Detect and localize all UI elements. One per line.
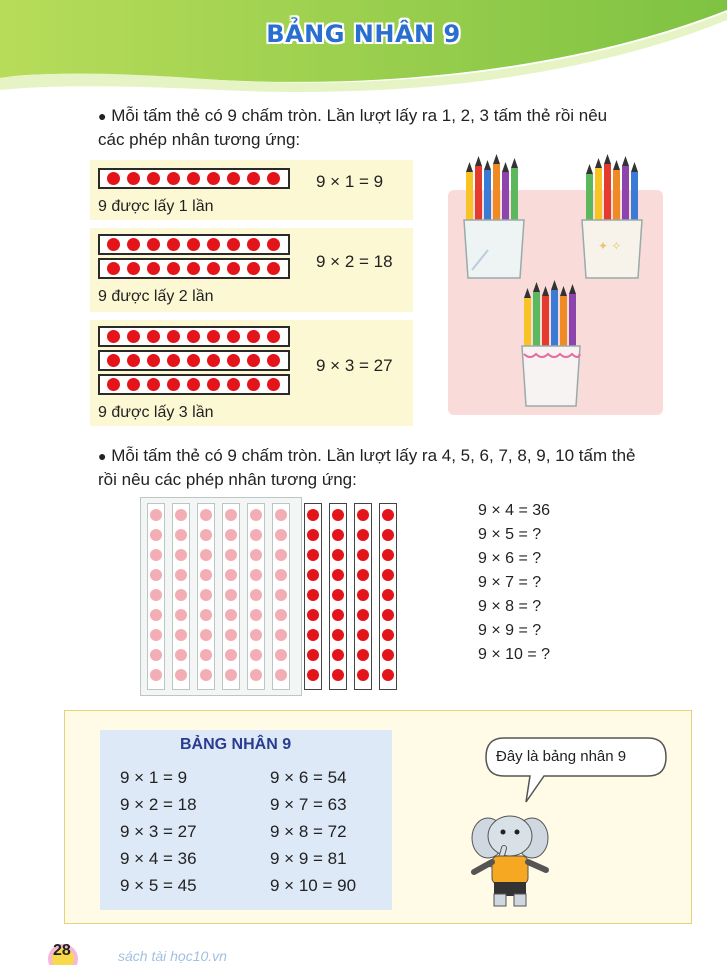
red-dot — [227, 378, 240, 391]
caption-row1: 9 được lấy 1 lần — [98, 198, 214, 215]
red-dot — [247, 238, 260, 251]
highlighted-dot-card — [379, 503, 397, 690]
dot — [275, 549, 287, 561]
dot — [357, 589, 369, 601]
red-dot — [187, 378, 200, 391]
pencil-cups-illustration — [448, 150, 663, 415]
red-dot — [207, 378, 220, 391]
red-dot — [147, 172, 160, 185]
red-dot — [227, 262, 240, 275]
table-cell: 9 × 6 = 54 — [270, 768, 347, 787]
dot — [250, 629, 262, 641]
faded-dot-card — [172, 503, 190, 690]
dot — [357, 629, 369, 641]
dot — [150, 549, 162, 561]
red-dot — [107, 262, 120, 275]
table-cell: 9 × 2 = 18 — [120, 795, 197, 814]
dot — [382, 589, 394, 601]
dot — [150, 629, 162, 641]
dot — [332, 509, 344, 521]
faded-dot-card — [197, 503, 215, 690]
dot — [275, 629, 287, 641]
dot — [225, 669, 237, 681]
dot-card — [98, 258, 290, 279]
dot — [332, 669, 344, 681]
table-cell: 9 × 7 = 63 — [270, 795, 347, 814]
dot — [382, 549, 394, 561]
dot — [275, 529, 287, 541]
dot — [250, 549, 262, 561]
dot — [250, 509, 262, 521]
table-cell: 9 × 10 = 90 — [270, 876, 357, 895]
table-cell: 9 × 5 = 45 — [120, 876, 197, 895]
red-dot — [247, 262, 260, 275]
dot — [250, 649, 262, 661]
red-dot — [267, 378, 280, 391]
red-dot — [267, 354, 280, 367]
instruction-2-line2: rồi nêu các phép nhân tương ứng: — [98, 470, 357, 489]
table-cell: 9 × 1 = 9 — [120, 768, 188, 787]
equation-line: 9 × 8 = ? — [478, 598, 542, 615]
dot — [200, 609, 212, 621]
red-dot — [127, 354, 140, 367]
red-dot — [227, 330, 240, 343]
red-dot — [187, 262, 200, 275]
footer-watermark: sách tài học10.vn — [118, 948, 227, 964]
red-dot — [167, 330, 180, 343]
dot — [225, 629, 237, 641]
red-dot — [147, 378, 160, 391]
dot — [332, 549, 344, 561]
dot — [382, 509, 394, 521]
dot — [175, 529, 187, 541]
equation-row3: 9 × 3 = 27 — [316, 356, 393, 375]
red-dot — [187, 354, 200, 367]
table-title: BẢNG NHÂN 9 — [180, 736, 292, 753]
red-dot — [107, 330, 120, 343]
red-dot — [267, 172, 280, 185]
dot-card — [98, 374, 290, 395]
instruction-2-line1: Mỗi tấm thẻ có 9 chấm tròn. Lần lượt lấy ra 4, 5, 6, 7, 8, 9, 10 tấm thẻ — [111, 446, 636, 465]
bullet-icon: ● — [98, 448, 107, 464]
speech-bubble-text: Đây là bảng nhân 9 — [496, 748, 627, 765]
dot — [200, 589, 212, 601]
red-dot — [187, 330, 200, 343]
dot — [332, 569, 344, 581]
red-dot — [187, 172, 200, 185]
dot — [225, 589, 237, 601]
red-dot — [187, 238, 200, 251]
dot-card — [98, 326, 290, 347]
red-dot — [247, 172, 260, 185]
equation-line: 9 × 7 = ? — [478, 574, 542, 591]
dot — [225, 549, 237, 561]
red-dot — [167, 354, 180, 367]
dot — [357, 609, 369, 621]
faded-dot-card — [147, 503, 165, 690]
dot — [275, 669, 287, 681]
page-title: BẢNG NHÂN 9 — [266, 20, 461, 48]
red-dot — [107, 172, 120, 185]
dot — [250, 609, 262, 621]
dot-card — [98, 168, 290, 189]
dot — [200, 629, 212, 641]
header-banner — [0, 0, 727, 110]
dot — [275, 569, 287, 581]
dot-card — [98, 234, 290, 255]
dot — [307, 589, 319, 601]
dot — [307, 669, 319, 681]
dot — [332, 649, 344, 661]
faded-dot-card — [272, 503, 290, 690]
dot — [382, 609, 394, 621]
highlighted-dot-card — [304, 503, 322, 690]
highlighted-dot-card — [354, 503, 372, 690]
red-dot — [227, 172, 240, 185]
dot — [225, 509, 237, 521]
red-dot — [167, 172, 180, 185]
dot — [307, 529, 319, 541]
red-dot — [167, 262, 180, 275]
dot — [307, 509, 319, 521]
highlighted-dot-card — [329, 503, 347, 690]
red-dot — [127, 262, 140, 275]
pencil-cup-icon — [464, 154, 524, 278]
dot — [275, 609, 287, 621]
dot — [357, 669, 369, 681]
dot — [150, 669, 162, 681]
dot — [200, 649, 212, 661]
equation-line: 9 × 10 = ? — [478, 646, 551, 663]
dot — [357, 549, 369, 561]
elephant-icon — [460, 800, 560, 910]
red-dot — [227, 354, 240, 367]
dot — [225, 569, 237, 581]
pencil-cup-icon — [522, 280, 580, 406]
dot — [382, 529, 394, 541]
red-dot — [227, 238, 240, 251]
dot — [175, 649, 187, 661]
red-dot — [267, 238, 280, 251]
dot — [357, 649, 369, 661]
bullet-icon: ● — [98, 108, 107, 124]
pencil-cup-icon — [582, 154, 642, 278]
dot — [200, 509, 212, 521]
dot — [200, 549, 212, 561]
dot — [175, 509, 187, 521]
dot — [175, 629, 187, 641]
dot — [200, 669, 212, 681]
dot — [175, 609, 187, 621]
red-dot — [147, 330, 160, 343]
red-dot — [127, 172, 140, 185]
red-dot — [247, 378, 260, 391]
dot — [307, 629, 319, 641]
equation-row2: 9 × 2 = 18 — [316, 252, 393, 271]
red-dot — [267, 262, 280, 275]
dot — [307, 549, 319, 561]
red-dot — [127, 330, 140, 343]
instruction-2 — [98, 444, 698, 492]
dot — [332, 609, 344, 621]
dot — [150, 529, 162, 541]
speech-bubble — [484, 736, 668, 806]
dot — [225, 609, 237, 621]
red-dot — [207, 330, 220, 343]
dot — [332, 629, 344, 641]
dot-card — [98, 350, 290, 371]
dot — [357, 569, 369, 581]
dot — [275, 589, 287, 601]
red-dot — [267, 330, 280, 343]
dot — [150, 509, 162, 521]
red-dot — [207, 354, 220, 367]
page-number: 28 — [53, 942, 71, 959]
dot — [382, 669, 394, 681]
dot — [250, 529, 262, 541]
equation-line: 9 × 5 = ? — [478, 526, 542, 543]
dot — [175, 669, 187, 681]
instruction-1-line1: Mỗi tấm thẻ có 9 chấm tròn. Lần lượt lấy ra 1, 2, 3 tấm thẻ rồi nêu — [111, 106, 608, 125]
dot — [150, 569, 162, 581]
dot — [307, 569, 319, 581]
dot — [332, 589, 344, 601]
dot — [200, 569, 212, 581]
red-dot — [107, 238, 120, 251]
dot — [250, 589, 262, 601]
dot — [307, 649, 319, 661]
red-dot — [247, 354, 260, 367]
faded-dot-card — [222, 503, 240, 690]
caption-row2: 9 được lấy 2 lần — [98, 288, 214, 305]
table-cell: 9 × 9 = 81 — [270, 849, 347, 868]
red-dot — [127, 378, 140, 391]
dot — [225, 649, 237, 661]
svg-text:✦ ✧: ✦ ✧ — [598, 239, 622, 253]
dot — [150, 589, 162, 601]
red-dot — [127, 238, 140, 251]
red-dot — [167, 238, 180, 251]
red-dot — [147, 238, 160, 251]
dot — [332, 529, 344, 541]
dot — [250, 569, 262, 581]
dot — [275, 509, 287, 521]
dot — [175, 549, 187, 561]
red-dot — [147, 262, 160, 275]
red-dot — [207, 172, 220, 185]
dot — [250, 669, 262, 681]
red-dot — [107, 354, 120, 367]
dot — [175, 589, 187, 601]
table-cell: 9 × 8 = 72 — [270, 822, 347, 841]
equation-line: 9 × 9 = ? — [478, 622, 542, 639]
red-dot — [167, 378, 180, 391]
dot — [382, 569, 394, 581]
equation-line: 9 × 6 = ? — [478, 550, 542, 567]
table-cell: 9 × 4 = 36 — [120, 849, 197, 868]
dot — [175, 569, 187, 581]
dot — [150, 609, 162, 621]
dot — [307, 609, 319, 621]
instruction-1-line2: các phép nhân tương ứng: — [98, 130, 301, 149]
caption-row3: 9 được lấy 3 lần — [98, 404, 214, 421]
dot — [150, 649, 162, 661]
dot — [357, 529, 369, 541]
red-dot — [207, 238, 220, 251]
dot — [200, 529, 212, 541]
equation-line: 9 × 4 = 36 — [478, 502, 551, 519]
red-dot — [107, 378, 120, 391]
red-dot — [207, 262, 220, 275]
instruction-1 — [98, 104, 698, 152]
faded-dot-card — [247, 503, 265, 690]
red-dot — [147, 354, 160, 367]
dot — [357, 509, 369, 521]
equation-row1: 9 × 1 = 9 — [316, 172, 384, 191]
dot — [382, 649, 394, 661]
table-cell: 9 × 3 = 27 — [120, 822, 197, 841]
dot — [382, 629, 394, 641]
dot — [225, 529, 237, 541]
dot — [275, 649, 287, 661]
red-dot — [247, 330, 260, 343]
